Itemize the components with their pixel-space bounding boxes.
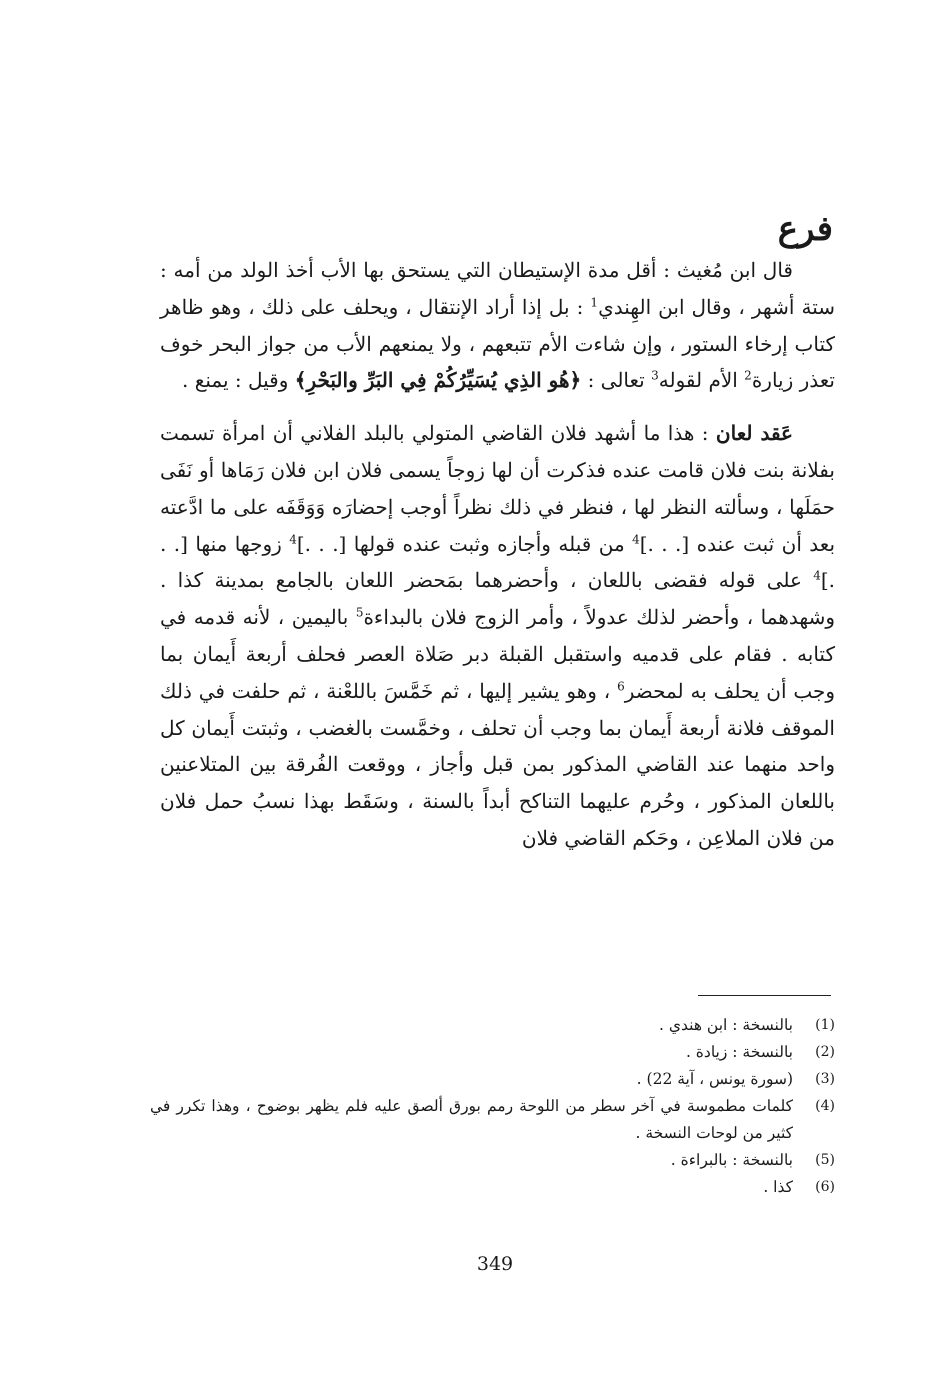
- footnote-item: [150, 1174, 835, 1201]
- footnote-text: بالنسخة : بالبراءة .: [670, 1151, 793, 1169]
- footnote-item: [150, 1012, 835, 1039]
- text-run: : هذا ما أشهد فلان القاضي المتولي بالبلد الفلاني أن امرأة تسمت بفلانة بنت فلان قامت عنده فذكرت أن لها زوجاً يسمى فلان ابن فلان رَمَاها أو نَفَى حمَلَها ، وسألته النظر لها ، فنظر في ذلك نظراً أوجب إحضارَه وَوَقَفَه على ما ادَّعته بعد أن ثبت عنده [. . .]: [160, 421, 836, 556]
- paragraph-inheritance-custody: [160, 252, 835, 399]
- footnote-divider: [698, 995, 831, 996]
- footnote-item: [150, 1093, 835, 1147]
- footnote-number: (5): [815, 1152, 835, 1168]
- footnote-number: (6): [815, 1179, 835, 1195]
- footnote-number: (4): [815, 1098, 835, 1114]
- footnote-item: [150, 1039, 835, 1066]
- text-run: الأم لقوله: [658, 368, 745, 393]
- footnote-item: [150, 1147, 835, 1174]
- paragraph-lian-contract: [160, 415, 835, 857]
- text-run: ، وهو يشير إليها ، ثم خَمَّسَ باللعْنة ، ثم حلفت في ذلك الموقف فلانة أربعة أَيمان بما وجب أن تحلف ، وخمَّست بالغضب ، وثبتت أَيمان كل واحد منهما عند القاضي المذكور بمن قبل وأجاز ، ووقعت الفُرقة بين المتلاعنين باللعان المذكور ، وحُرم عليهما التناكح أبداً بالسنة ، وسَقَط بهذا نسبُ حمل فلان من فلان الملاعِن ، وحَكم القاضي فلان: [160, 678, 835, 850]
- footnote-number: (1): [815, 1017, 835, 1033]
- text-run: زوجها منها [. . .]: [160, 531, 835, 593]
- text-run: : بل إذا أراد الإنتقال ، ويحلف على ذلك ، وهو ظاهر كتاب إرخاء الستور ، وإن شاءت الأم تتبعهم ، ولا يمنعهم الأب من جواز البحر خوف تعذر زيارة: [160, 294, 835, 393]
- page-number: 349: [476, 1253, 514, 1275]
- footnotes-list: [150, 1012, 835, 1201]
- footnote-ref-4: 4: [289, 531, 297, 546]
- footnote-number: (2): [815, 1044, 835, 1060]
- footnote-ref-5: 5: [355, 605, 364, 620]
- footnote-item: [150, 1066, 835, 1093]
- text-run: تعالى :: [581, 368, 652, 393]
- footnote-text: (سورة يونس ، آية 22) .: [636, 1070, 793, 1088]
- paragraph-lead-term: عَقد لعان: [715, 421, 793, 446]
- text-run: قال ابن مُغيث : أقل مدة الإستيطان التي يستحق بها الأب أخذ الولد من أمه : ستة أشهر ، وقال ابن الهِندي: [160, 258, 836, 319]
- footnote-number: (3): [815, 1071, 835, 1087]
- text-run: باليمين ، لأنه قدمه في كتابه . فقام على قدميه واستقبل القبلة دبر صَلاة العصر فحلف أربعة أَيمان بما وجب أن يحلف به لمحضر: [160, 605, 835, 703]
- footnote-ref-6: 6: [617, 679, 625, 694]
- footnote-ref-3: 3: [651, 368, 659, 383]
- footnote-text: بالنسخة : ابن هندي .: [659, 1016, 793, 1034]
- text-run: من قبله وأجازه وثبت عنده قولها [. . .]: [296, 531, 633, 556]
- footnote-text: كذا .: [763, 1178, 793, 1196]
- footnote-ref-4: 4: [632, 531, 640, 546]
- footnote-ref-1: 1: [590, 295, 599, 310]
- text-run: على قوله فقضى باللعان ، وأحضرهما بمَحضر اللعان بالجامع بمدينة كذا . وشهدهما ، وأحضر لذلك عدولاً ، وأمر الزوج فلان بالبداءة: [160, 568, 835, 630]
- footnote-ref-2: 2: [744, 368, 752, 383]
- quran-quote: ﴿هُو الذِي يُسَيِّرُكُمْ فِي البَرِّ والبَحْرِ﴾: [294, 368, 582, 393]
- main-text: [160, 252, 835, 857]
- text-run: وقيل : يمنع .: [182, 368, 295, 393]
- section-heading: فرع: [777, 209, 833, 249]
- footnote-text: كلمات مطموسة في آخر سطر من اللوحة رمم بورق ألصق عليه فلم يظهر بوضوح ، وهذا تكرر في كثير من لوحات النسخة .: [150, 1097, 793, 1142]
- footnote-ref-4: 4: [813, 568, 821, 583]
- footnote-text: بالنسخة : زيادة .: [685, 1043, 793, 1061]
